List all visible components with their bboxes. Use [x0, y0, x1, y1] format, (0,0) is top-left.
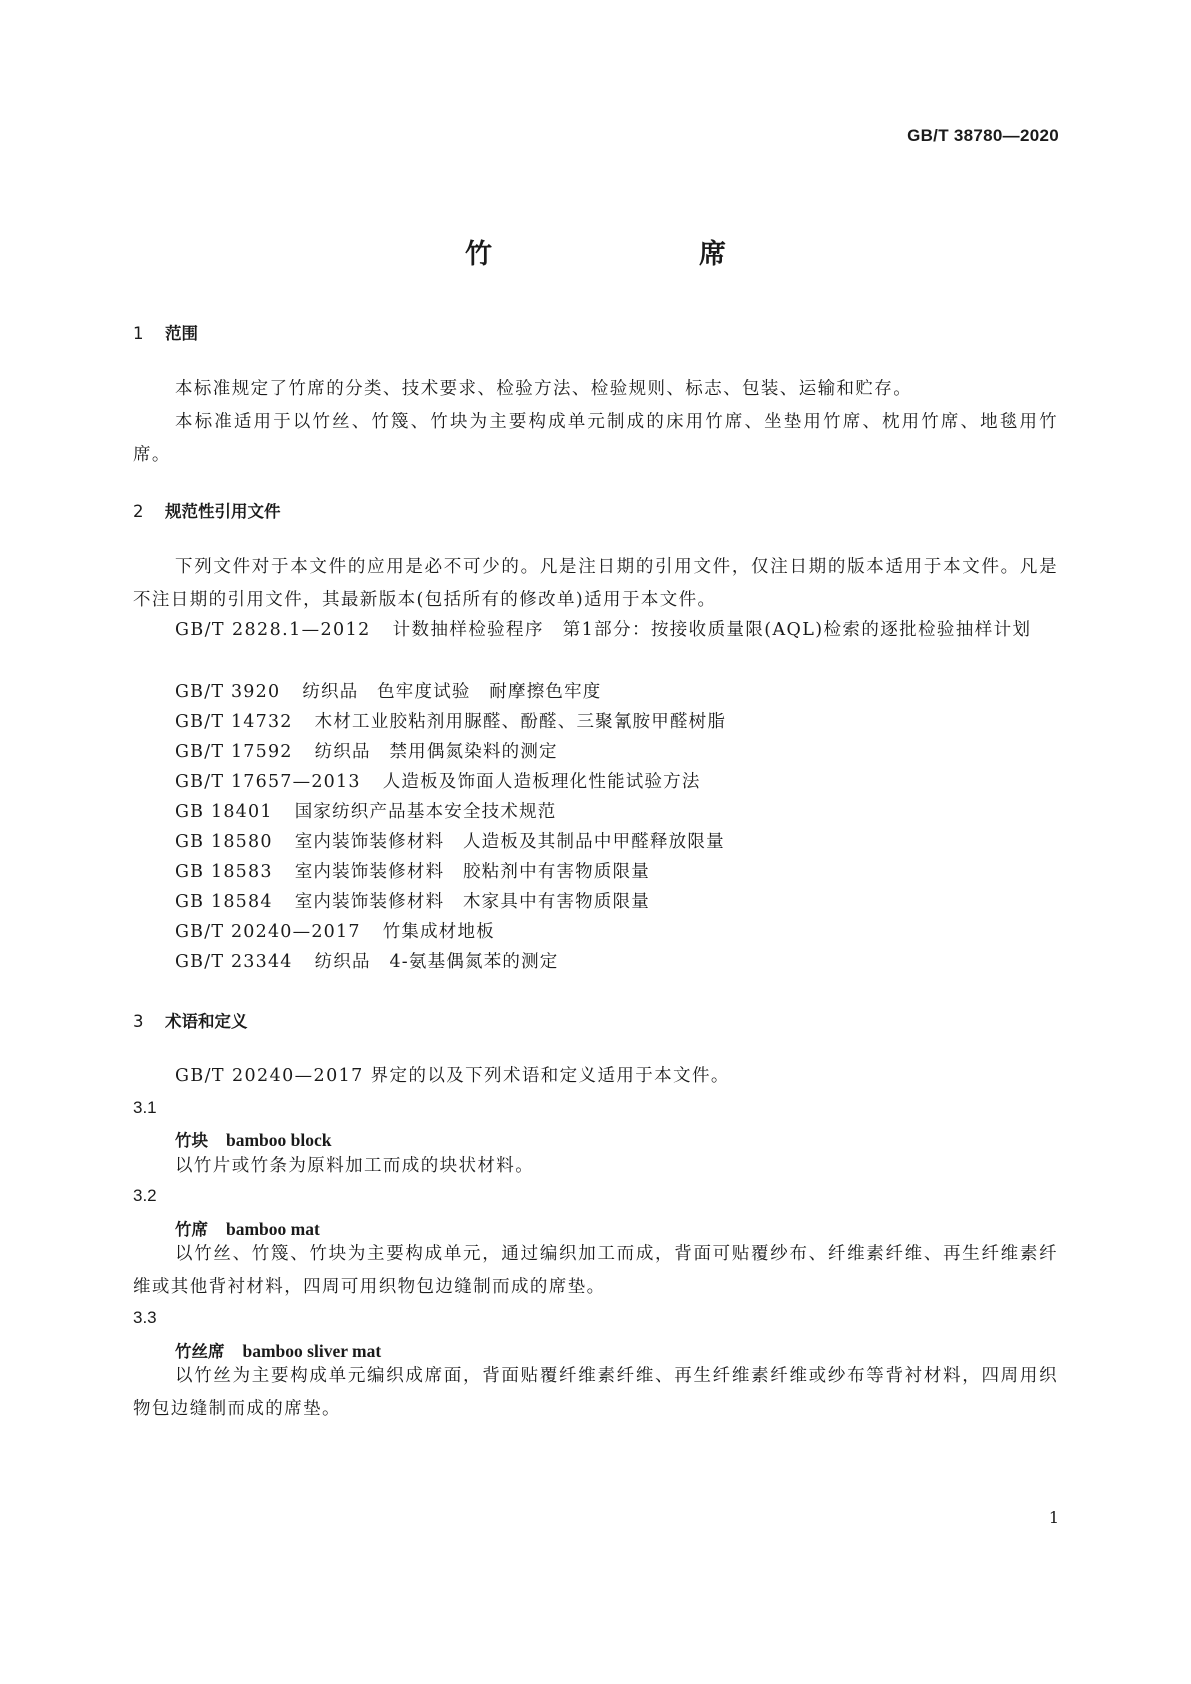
term-name: [175, 1127, 332, 1151]
reference-title: 纺织品 4-氨基偶氮苯的测定: [314, 952, 559, 972]
reference-title: 计数抽样检验程序 第1部分：按接收质量限(AQL)检索的逐批检验抽样计划: [392, 620, 1032, 640]
term-name-en: bamboo sliver mat: [242, 1341, 382, 1361]
reference-title: 木材工业胶粘剂用脲醛、酚醛、三聚氰胺甲醛树脂: [314, 712, 727, 732]
reference-code: GB/T 17592: [175, 742, 293, 762]
reference-item: [175, 948, 559, 973]
reference-code: GB/T 3920: [175, 682, 281, 702]
section-title: 范围: [165, 324, 198, 343]
term-name-zh: 竹席: [175, 1220, 208, 1239]
references-intro: 下列文件对于本文件的应用是必不可少的。凡是注日期的引用文件，仅注日期的版本适用于本文件。凡是不注日期的引用文件，其最新版本(包括所有的修改单)适用于本文件。: [133, 557, 1058, 610]
reference-item: [175, 888, 650, 913]
term-definition: 以竹丝、竹篾、竹块为主要构成单元，通过编织加工而成，背面可贴覆纱布、纤维素纤维、再生纤维素纤维或其他背衬材料，四周可用织物包边缝制而成的席垫。: [133, 1244, 1058, 1297]
reference-title: 纺织品 色牢度试验 耐摩擦色牢度: [302, 682, 602, 702]
reference-code: GB/T 20240—2017: [175, 922, 361, 942]
section-heading-terms-and-definitions: [133, 1008, 248, 1032]
reference-code: GB/T 14732: [175, 712, 293, 732]
scope-paragraph: 本标准规定了竹席的分类、技术要求、检验方法、检验规则、标志、包装、运输和贮存。: [175, 379, 913, 399]
section-title: 规范性引用文件: [165, 502, 281, 521]
standard-number: GB/T 38780—2020: [907, 126, 1059, 145]
reference-code: GB 18401: [175, 802, 273, 822]
term-name-en: bamboo block: [226, 1130, 332, 1150]
page-number: 1: [1048, 1508, 1059, 1527]
reference-title: 室内装饰装修材料 木家具中有害物质限量: [294, 892, 650, 912]
section-number: 1: [133, 324, 144, 343]
reference-item: [175, 798, 557, 823]
reference-item: [175, 678, 602, 703]
section-number: 3: [133, 1012, 144, 1031]
term-number: 3.2: [133, 1186, 157, 1205]
section-heading-normative-references: [133, 498, 281, 522]
term-name-zh: 竹块: [175, 1131, 208, 1150]
reference-item: [133, 614, 1058, 647]
term-definition: 以竹丝为主要构成单元编织成席面，背面贴覆纤维素纤维、再生纤维素纤维或纱布等背衬材料，四周用织物包边缝制而成的席垫。: [133, 1366, 1058, 1419]
reference-item: [175, 918, 495, 943]
document-title: 竹 席: [465, 239, 816, 270]
term-name: [175, 1216, 320, 1240]
reference-item: [175, 768, 701, 793]
term-definition: 以竹片或竹条为原料加工而成的块状材料。: [175, 1156, 535, 1176]
term-name: [175, 1338, 381, 1362]
term-number: 3.1: [133, 1098, 157, 1117]
reference-code: GB/T 23344: [175, 952, 293, 972]
reference-title: 室内装饰装修材料 人造板及其制品中甲醛释放限量: [294, 832, 725, 852]
term-name-zh: 竹丝席: [175, 1342, 225, 1361]
reference-title: 国家纺织产品基本安全技术规范: [294, 802, 557, 822]
section-title: 术语和定义: [165, 1012, 248, 1031]
reference-code: GB/T 2828.1—2012: [175, 620, 371, 640]
scope-paragraph: 本标准适用于以竹丝、竹篾、竹块为主要构成单元制成的床用竹席、坐垫用竹席、枕用竹席、地毯用竹席。: [133, 412, 1058, 465]
reference-item: [175, 708, 726, 733]
reference-title: 竹集成材地板: [382, 922, 495, 942]
reference-code: GB 18580: [175, 832, 273, 852]
reference-title: 室内装饰装修材料 胶粘剂中有害物质限量: [294, 862, 650, 882]
reference-item: [175, 828, 725, 853]
reference-code: GB 18583: [175, 862, 273, 882]
reference-title: 人造板及饰面人造板理化性能试验方法: [382, 772, 701, 792]
term-name-en: bamboo mat: [226, 1219, 320, 1239]
terms-intro: GB/T 20240—2017 界定的以及下列术语和定义适用于本文件。: [175, 1066, 730, 1086]
section-heading-scope: [133, 320, 198, 344]
reference-code: GB 18584: [175, 892, 273, 912]
reference-code: GB/T 17657—2013: [175, 772, 361, 792]
reference-title: 纺织品 禁用偶氮染料的测定: [314, 742, 558, 762]
reference-item: [175, 858, 650, 883]
reference-item: [175, 738, 558, 763]
term-number: 3.3: [133, 1308, 157, 1327]
section-number: 2: [133, 502, 144, 521]
